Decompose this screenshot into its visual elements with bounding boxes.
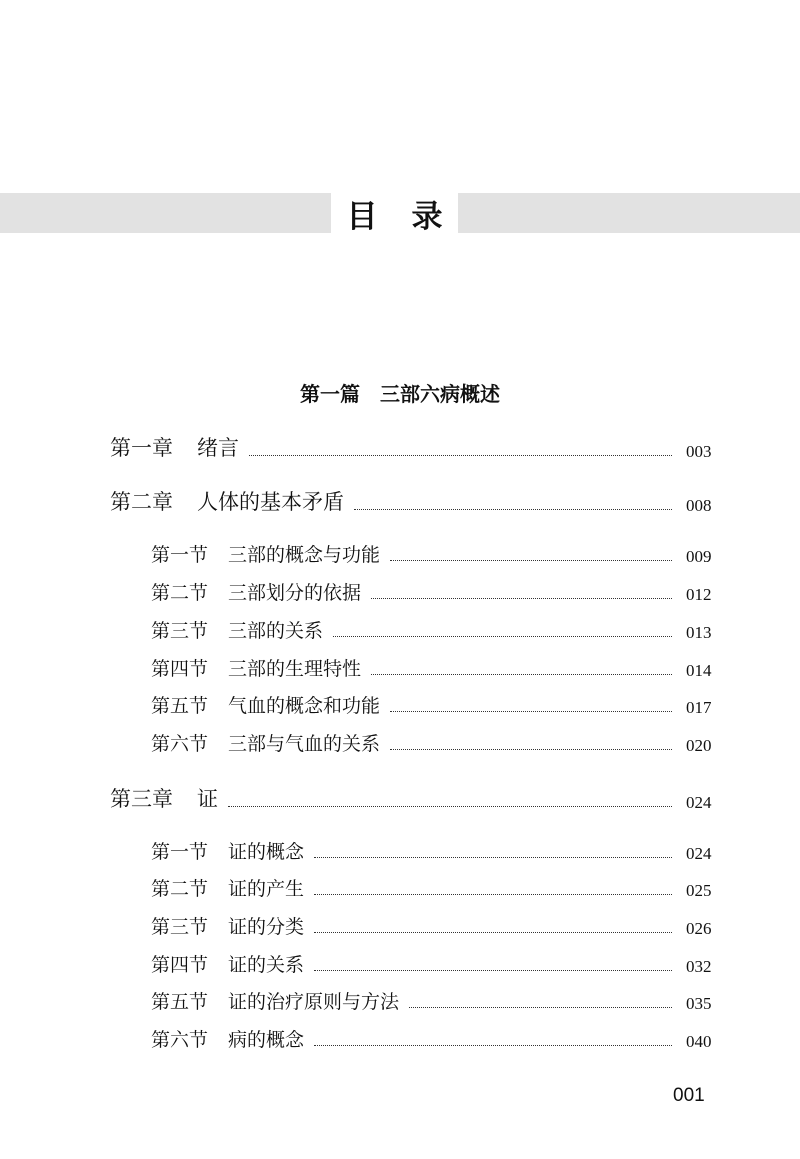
dot-leader <box>228 806 672 807</box>
toc-chapter-row[interactable] <box>0 486 800 516</box>
dot-leader <box>314 857 672 858</box>
toc-entry-number: 第六节 <box>151 733 209 755</box>
toc-entry-page: 024 <box>686 844 712 863</box>
toc-entry-page: 035 <box>686 994 712 1013</box>
toc-section-row[interactable] <box>0 729 800 756</box>
toc-entry-page: 008 <box>686 496 712 515</box>
toc-entry-number: 第二章 <box>110 490 173 514</box>
dot-leader <box>354 509 672 510</box>
toc-entry-page: 040 <box>686 1032 712 1051</box>
toc-entry-title: 三部的概念与功能 <box>228 544 381 566</box>
dot-leader <box>314 894 672 895</box>
toc-entry-title: 三部划分的依据 <box>228 582 362 604</box>
toc-entry-number: 第四节 <box>151 658 209 680</box>
toc-entry-page: 012 <box>686 585 712 604</box>
toc-section-row[interactable] <box>0 691 800 718</box>
toc-section-row[interactable] <box>0 578 800 605</box>
toc-entry-number: 第一节 <box>151 544 209 566</box>
toc-section-row[interactable] <box>0 912 800 939</box>
toc-entry-page: 014 <box>686 661 712 680</box>
toc-entry-number: 第一章 <box>110 436 173 460</box>
dot-leader <box>314 970 672 971</box>
toc-entry-page: 020 <box>686 736 712 755</box>
page-title: 目录 <box>346 198 477 235</box>
dot-leader <box>371 598 672 599</box>
toc-entry-title: 气血的概念和功能 <box>228 695 381 717</box>
toc-entry-number: 第五节 <box>151 991 209 1013</box>
toc-entry-number: 第三章 <box>110 787 173 811</box>
part-title: 第一篇 三部六病概述 <box>300 382 500 406</box>
toc-entry-title: 三部与气血的关系 <box>228 733 381 755</box>
toc-entry-number: 第三节 <box>151 916 209 938</box>
toc-entry-page: 017 <box>686 698 712 717</box>
toc-entry-page: 032 <box>686 957 712 976</box>
toc-section-row[interactable] <box>0 874 800 901</box>
toc-entry-page: 024 <box>686 793 712 812</box>
toc-entry-number: 第三节 <box>151 620 209 642</box>
toc-entry-number: 第五节 <box>151 695 209 717</box>
toc-chapter-row[interactable] <box>0 432 800 462</box>
toc-entry-title: 证的关系 <box>228 954 305 976</box>
toc-section-row[interactable] <box>0 654 800 681</box>
toc-entry-page: 025 <box>686 881 712 900</box>
toc-entry-page: 009 <box>686 547 712 566</box>
dot-leader <box>390 749 672 750</box>
toc-entry-page: 013 <box>686 623 712 642</box>
toc-entry-title: 证的概念 <box>228 841 305 863</box>
toc-entry-title: 病的概念 <box>228 1029 305 1051</box>
toc-entry-title: 三部的关系 <box>228 620 324 642</box>
toc-entry-page: 026 <box>686 919 712 938</box>
toc-entry-title: 三部的生理特性 <box>228 658 362 680</box>
toc-chapter-row[interactable] <box>0 783 800 813</box>
toc-section-row[interactable] <box>0 950 800 977</box>
toc-section-row[interactable] <box>0 837 800 864</box>
dot-leader <box>409 1007 672 1008</box>
toc-section-row[interactable] <box>0 987 800 1014</box>
dot-leader <box>314 1045 672 1046</box>
page-number: 001 <box>673 1085 705 1106</box>
toc-entry-number: 第六节 <box>151 1029 209 1051</box>
dot-leader <box>390 711 672 712</box>
toc-entry-page: 003 <box>686 442 712 461</box>
toc-entry-number: 第二节 <box>151 878 209 900</box>
toc-entry-title: 证的治疗原则与方法 <box>228 991 400 1013</box>
dot-leader <box>249 455 672 456</box>
toc-entry-title: 证的分类 <box>228 916 305 938</box>
toc-section-row[interactable] <box>0 540 800 567</box>
dot-leader <box>390 560 672 561</box>
dot-leader <box>314 932 672 933</box>
toc-entry-title: 绪言 <box>197 436 239 460</box>
toc-entry-number: 第二节 <box>151 582 209 604</box>
toc-section-row[interactable] <box>0 1025 800 1052</box>
toc-entry-title: 证的产生 <box>228 878 305 900</box>
dot-leader <box>371 674 672 675</box>
dot-leader <box>333 636 672 637</box>
toc-section-row[interactable] <box>0 616 800 643</box>
toc-entry-number: 第四节 <box>151 954 209 976</box>
toc-entry-title: 证 <box>197 787 218 811</box>
toc-entry-title: 人体的基本矛盾 <box>197 490 344 514</box>
toc-entry-number: 第一节 <box>151 841 209 863</box>
